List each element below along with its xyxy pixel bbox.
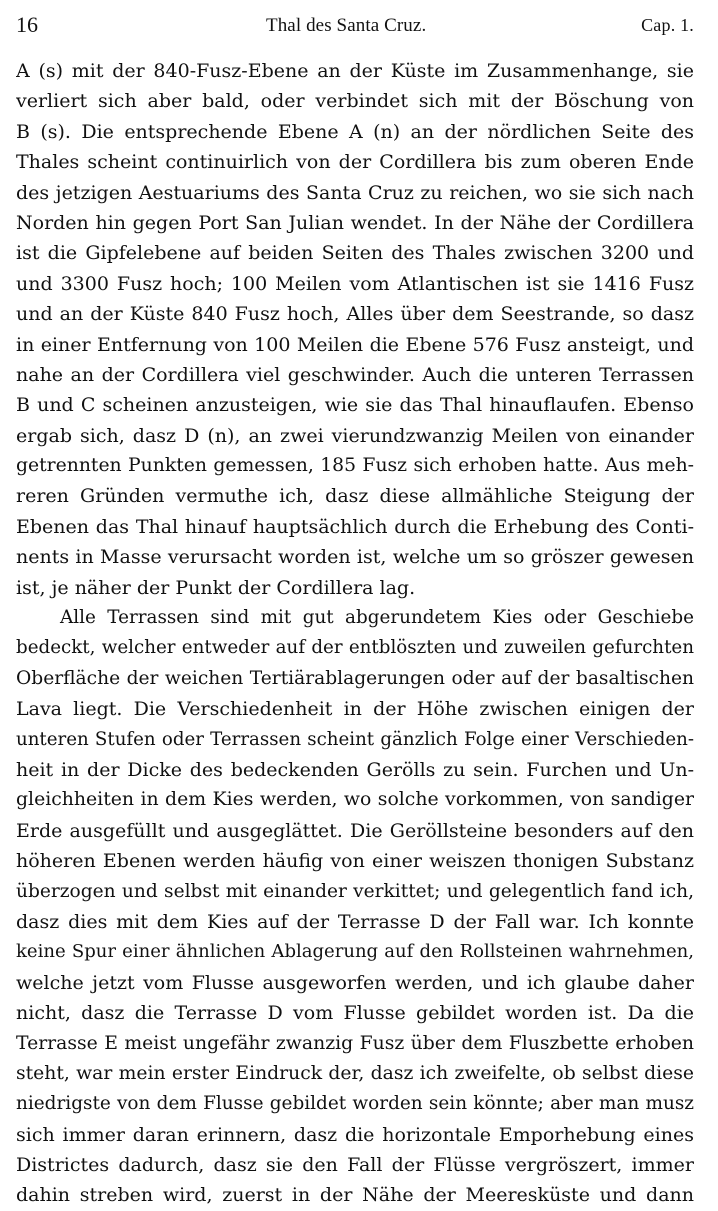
- text-line: höheren Ebenen werden häufig von einer weiszen thonigen Substanz: [16, 850, 694, 873]
- chapter-label: Cap. 1.: [641, 15, 694, 35]
- text-line: dahin streben wird, zuerst in der Nähe der Meeresküste und dann: [16, 1184, 694, 1207]
- text-line: verliert sich aber bald, oder verbindet sich mit der Böschung von: [16, 90, 694, 113]
- text-line: Lava liegt. Die Verschiedenheit in der Höhe zwischen einigen der: [16, 698, 694, 721]
- text-line: Erde ausgefüllt und ausgeglättet. Die Geröllsteine besonders auf den: [16, 819, 694, 842]
- text-line: ist die Gipfelebene auf beiden Seiten des Thales zwischen 3200 und: [16, 242, 694, 265]
- page-number: 16: [16, 12, 38, 37]
- paragraph-2: [16, 603, 694, 1211]
- text-line: des jetzigen Aestuariums des Santa Cruz zu reichen, wo sie sich nach: [16, 181, 694, 204]
- text-line: Districtes dadurch, dasz sie den Fall der Flüsse vergröszert, immer: [16, 1154, 694, 1177]
- text-line: und 3300 Fusz hoch; 100 Meilen vom Atlantischen ist sie 1416 Fusz: [16, 272, 694, 295]
- text-line: ist, je näher der Punkt der Cordillera lag.: [16, 576, 416, 599]
- text-line: in einer Entfernung von 100 Meilen die Ebene 576 Fusz ansteigt, und: [16, 333, 694, 356]
- text-line: sich immer daran erinnern, dasz die horizontale Emporhebung eines: [16, 1123, 694, 1146]
- text-line: Terrasse E meist ungefähr zwanzig Fusz über dem Fluszbette erhoben: [16, 1032, 694, 1054]
- text-line: nents in Masse verursacht worden ist, welche um so gröszer gewesen: [16, 546, 694, 569]
- body-text: [16, 56, 694, 1211]
- text-line: B (s). Die entsprechende Ebene A (n) an der nördlichen Seite des: [16, 120, 694, 143]
- text-line: niedrigste von dem Flusse gebildet worden sein könnte; aber man musz: [16, 1093, 694, 1115]
- text-line: Alle Terrassen sind mit gut abgerundetem Kies oder Geschiebe: [60, 607, 694, 629]
- text-line: ergab sich, dasz D (n), an zwei vierundzwanzig Meilen von einander: [16, 424, 694, 447]
- paragraph-1: [16, 56, 694, 603]
- text-line: Oberfläche der weichen Tertiärablagerungen oder auf der basaltischen: [16, 667, 694, 689]
- text-line: nahe an der Cordillera viel geschwinder. Auch die unteren Terrassen: [16, 363, 694, 386]
- text-line: unteren Stufen oder Terrassen scheint gänzlich Folge einer Verschieden-: [16, 728, 694, 750]
- running-title: Thal des Santa Cruz.: [266, 15, 427, 36]
- text-line: nicht, dasz die Terrasse D vom Flusse gebildet worden ist. Da die: [16, 1002, 694, 1025]
- text-line: B und C scheinen anzusteigen, wie sie das Thal hinauflaufen. Ebenso: [16, 394, 694, 417]
- text-line: steht, war mein erster Eindruck der, dasz ich zweifelte, ob selbst diese: [16, 1062, 694, 1084]
- text-line: welche jetzt vom Flusse ausgeworfen werden, und ich glaube daher: [16, 971, 694, 994]
- running-head: [16, 10, 694, 40]
- text-line: dasz dies mit dem Kies auf der Terrasse D der Fall war. Ich konnte: [16, 910, 694, 933]
- text-line: gleichheiten in dem Kies werden, wo solche vorkommen, von sandiger: [16, 789, 694, 811]
- text-line: heit in der Dicke des bedeckenden Gerölls zu sein. Furchen und Un-: [16, 758, 694, 781]
- text-line: reren Gründen vermuthe ich, dasz diese allmähliche Steigung der: [16, 485, 694, 508]
- text-line: Ebenen das Thal hinauf hauptsächlich durch die Erhebung des Conti-: [16, 515, 694, 538]
- text-line: Thales scheint continuirlich von der Cordillera bis zum oberen Ende: [16, 151, 694, 174]
- text-line: Norden hin gegen Port San Julian wendet. In der Nähe der Cordillera: [16, 211, 694, 234]
- text-line: und an der Küste 840 Fusz hoch, Alles über dem Seestrande, so dasz: [16, 303, 694, 326]
- text-line: A (s) mit der 840-Fusz-Ebene an der Küste im Zusammenhange, sie: [16, 60, 694, 82]
- text-line: keine Spur einer ähnlichen Ablagerung auf den Rollsteinen wahrnehmen,: [16, 941, 694, 963]
- text-line: überzogen und selbst mit einander verkittet; und gelegentlich fand ich,: [16, 880, 694, 902]
- text-line: getrennten Punkten gemessen, 185 Fusz sich erhoben hatte. Aus meh-: [16, 455, 694, 477]
- text-line: bedeckt, welcher entweder auf der entblöszten und zuweilen gefurchten: [16, 637, 694, 659]
